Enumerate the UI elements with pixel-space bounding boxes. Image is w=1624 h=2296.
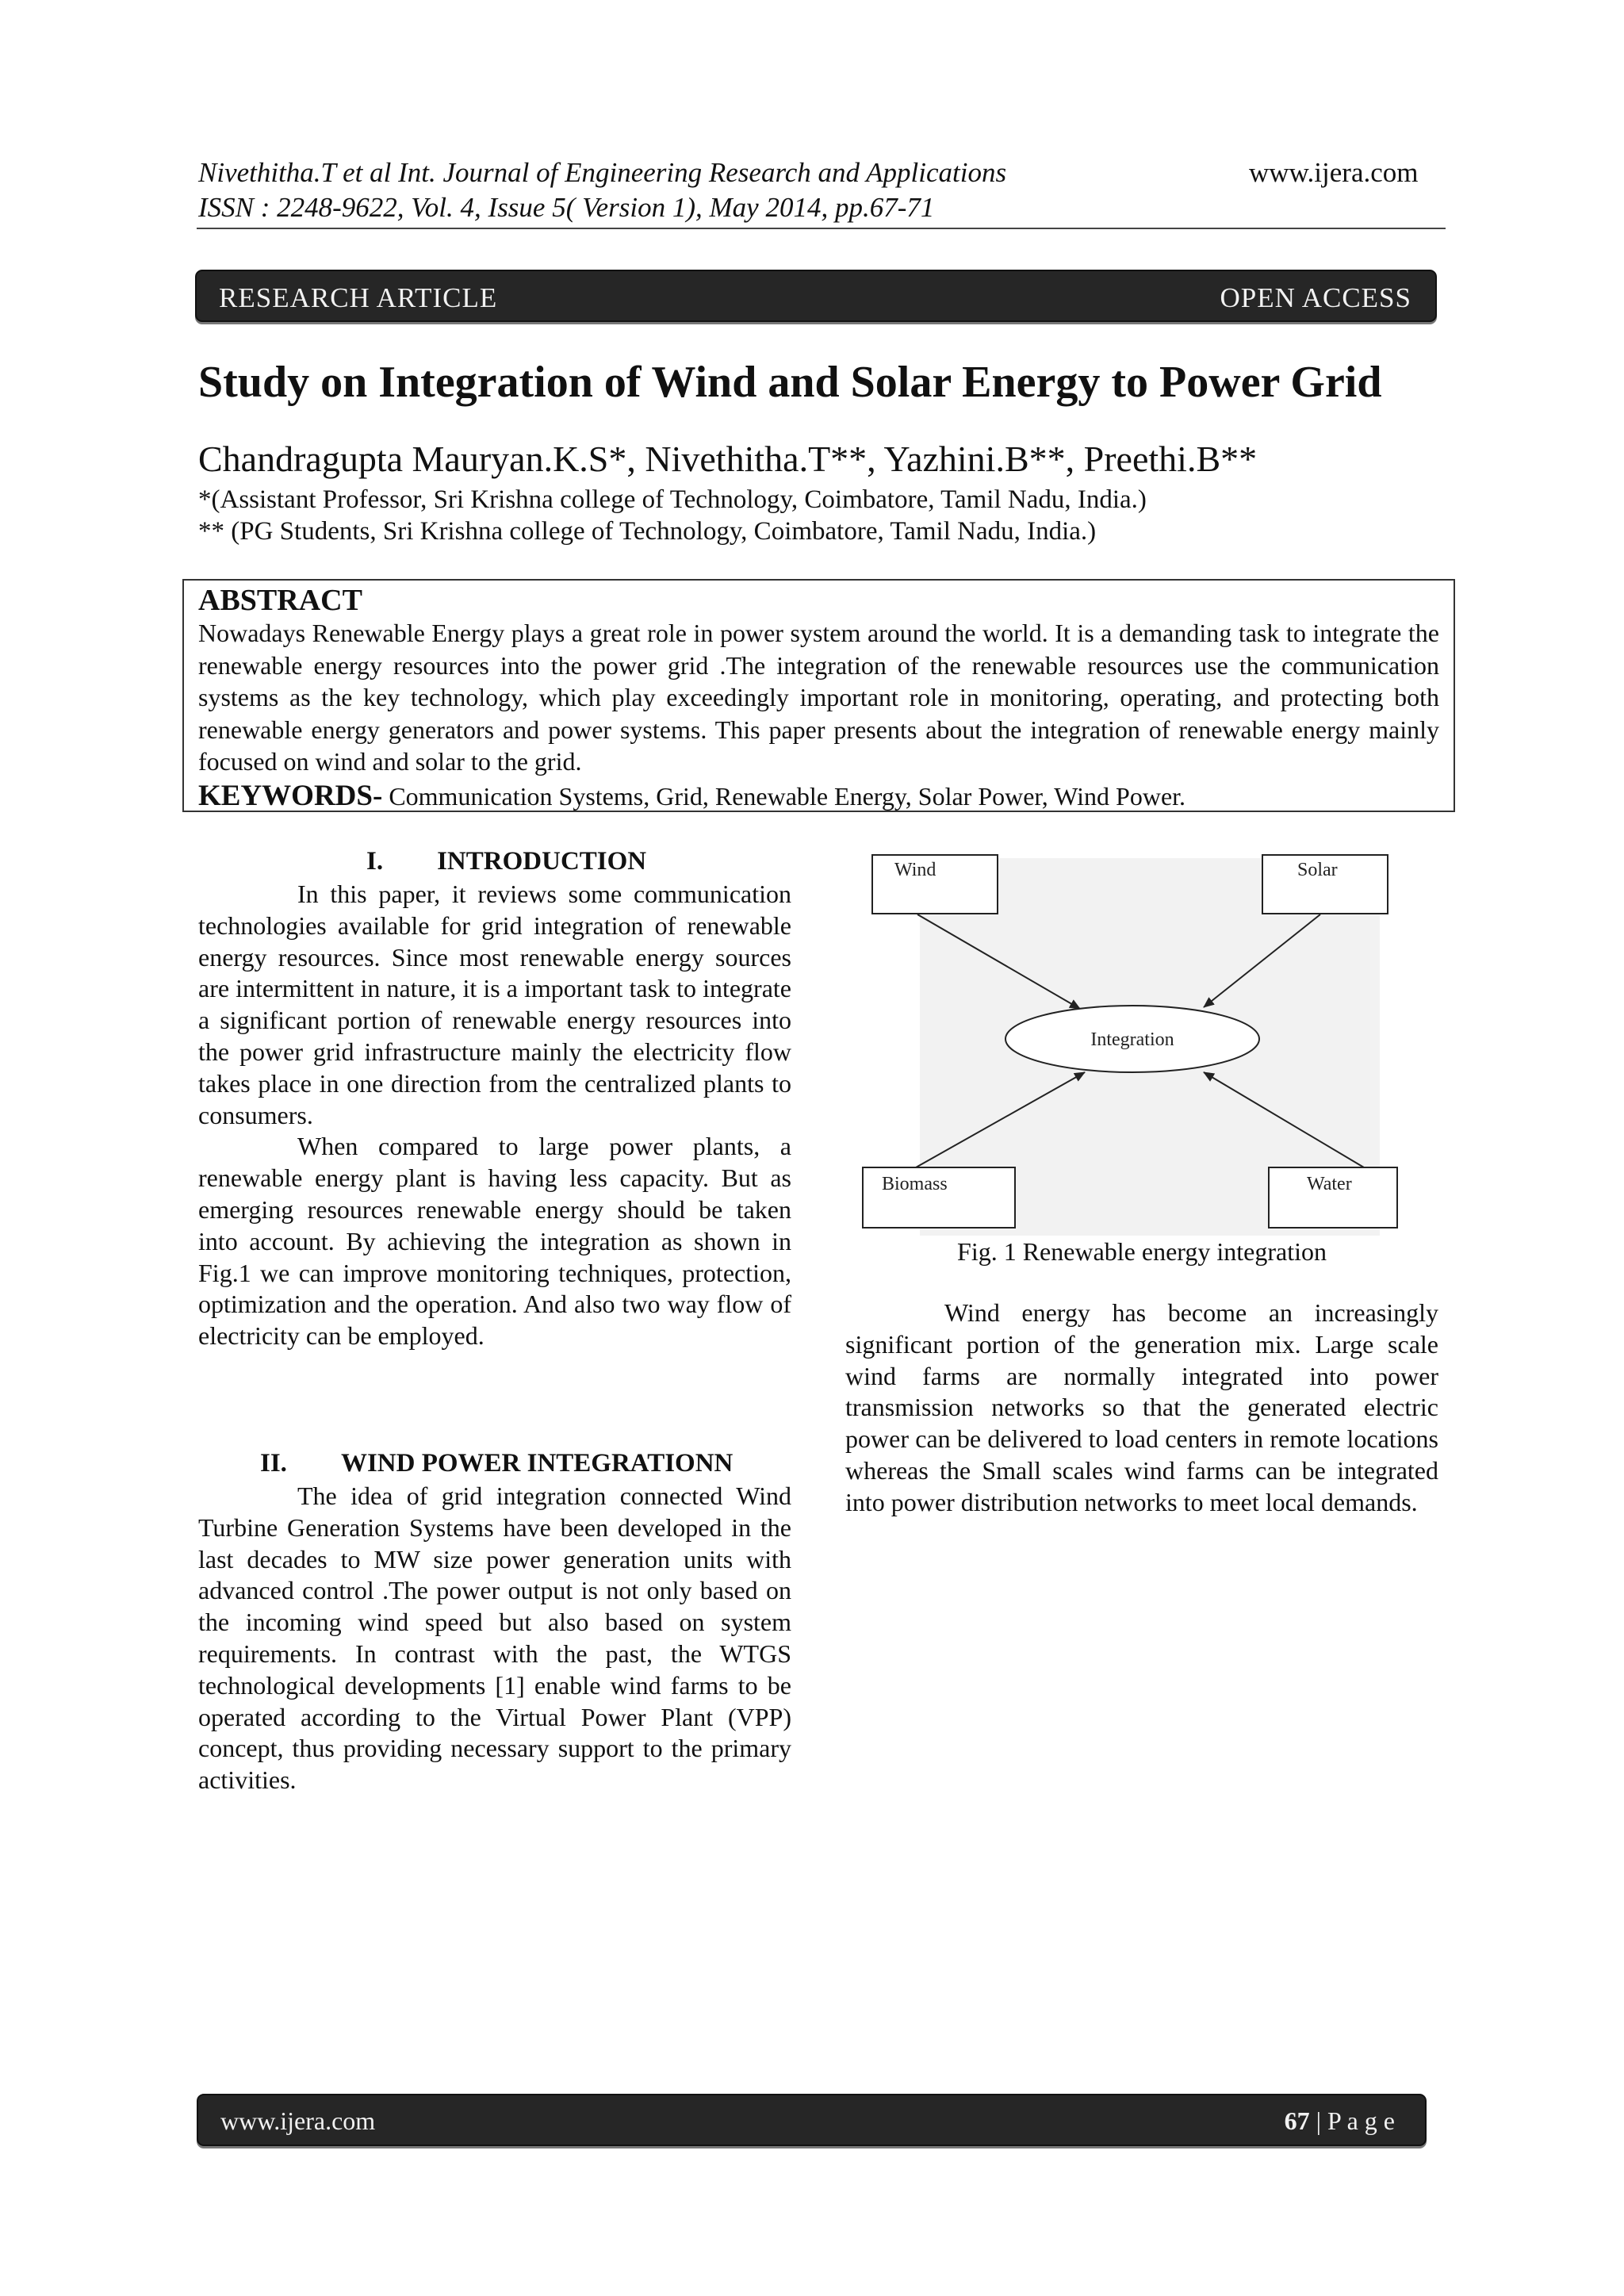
- intro-body: [198, 879, 791, 1352]
- solar-node-label: Solar: [1297, 860, 1338, 880]
- wind-section-body: [198, 1481, 791, 1796]
- intro-number: I.: [366, 847, 384, 876]
- abstract-text: Nowadays Renewable Energy plays a great role in power system around the world. It is a demanding task to integrate the renewable energy resources into the power grid .The integration of the renewable resources use the communication systems as the key technology, which play exceedingly important role in monitoring, operating, and protecting both renewable energy generators and power systems. This paper presents about the integration of renewable energy mainly focused on wind and solar to the grid.: [198, 619, 1439, 776]
- research-article-label: RESEARCH ARTICLE: [219, 282, 498, 313]
- page-footer: [197, 2094, 1427, 2146]
- keywords-list: Communication Systems, Grid, Renewable Energy, Solar Power, Wind Power.: [382, 782, 1186, 811]
- wind-section-heading: [260, 1449, 733, 1478]
- journal-line: Nivethitha.T et al Int. Journal of Engineering Research and Applications: [198, 157, 1007, 188]
- header-rule: [197, 228, 1446, 229]
- right-column-body: [845, 1297, 1438, 1519]
- affiliation-2: ** (PG Students, Sri Krishna college of Technology, Coimbatore, Tamil Nadu, India.): [198, 517, 1097, 546]
- intro-heading: [366, 847, 646, 876]
- intro-paragraph-2: When compared to large power plants, a renewable energy plant is having less capacity. But as emerging resources renewable energy should be taken into account. By achieving the integration as shown in Fig.1 we can improve monitoring techniques, protection, optimization and the operation. And also two way flow of electricity can be employed.: [198, 1132, 791, 1351]
- page-label: | P a g e: [1309, 2106, 1395, 2135]
- keywords-line: [198, 779, 1185, 813]
- open-access-label: OPEN ACCESS: [1220, 282, 1411, 313]
- wind-node-label: Wind: [894, 860, 936, 880]
- article-banner: [195, 270, 1437, 322]
- abstract-heading: ABSTRACT: [198, 584, 362, 617]
- page-number-group: [1285, 2106, 1395, 2136]
- wind-section-title: WIND POWER INTEGRATIONN: [340, 1449, 733, 1478]
- water-node-label: Water: [1307, 1174, 1352, 1194]
- keywords-label: KEYWORDS-: [198, 780, 383, 812]
- figure-caption: Fig. 1 Renewable energy integration: [957, 1237, 1327, 1266]
- journal-website[interactable]: www.ijera.com: [1249, 157, 1419, 188]
- intro-title: INTRODUCTION: [437, 847, 647, 876]
- paper-title: Study on Integration of Wind and Solar Energy to Power Grid: [198, 358, 1382, 407]
- right-paragraph-1: Wind energy has become an increasingly significant portion of the generation mix. Large scale wind farms are normally integrated into power transmission networks so that the generated electric power can be delivered to load centers in remote locations whereas the Small scales wind farms can be integrated into power distribution networks to meet local demands.: [845, 1298, 1438, 1516]
- author-list: Chandragupta Mauryan.K.S*, Nivethitha.T**, Yazhini.B**, Preethi.B**: [198, 439, 1258, 479]
- affiliation-1: *(Assistant Professor, Sri Krishna college of Technology, Coimbatore, Tamil Nadu, India.): [198, 485, 1147, 514]
- issn-line: ISSN : 2248-9622, Vol. 4, Issue 5( Version 1), May 2014, pp.67-71: [198, 192, 935, 223]
- biomass-node-label: Biomass: [882, 1174, 948, 1194]
- wind-section-number: II.: [260, 1449, 287, 1478]
- footer-website[interactable]: www.ijera.com: [220, 2106, 376, 2135]
- intro-paragraph-1: In this paper, it reviews some communication technologies available for grid integration of renewable energy resources. Since most renewable energy sources are intermittent in nature, it is a important task to integrate a significant portion of renewable energy resources into the power grid infrastructure mainly the electricity flow takes place in one direction from the centralized plants to consumers.: [198, 880, 791, 1129]
- wind-paragraph-1: The idea of grid integration connected Wind Turbine Generation Systems have been developed in the last decades to MW size power generation units with advanced control .The power output is not only based on the incoming wind speed but also based on system requirements. In contrast with the past, the WTGS technological developments [1] enable wind farms to be operated according to the Virtual Power Plant (VPP) concept, thus providing necessary support to the primary activities.: [198, 1481, 791, 1795]
- integration-diagram: [848, 841, 1435, 1237]
- page-number: 67: [1284, 2106, 1310, 2135]
- integration-node-label: Integration: [1090, 1029, 1174, 1050]
